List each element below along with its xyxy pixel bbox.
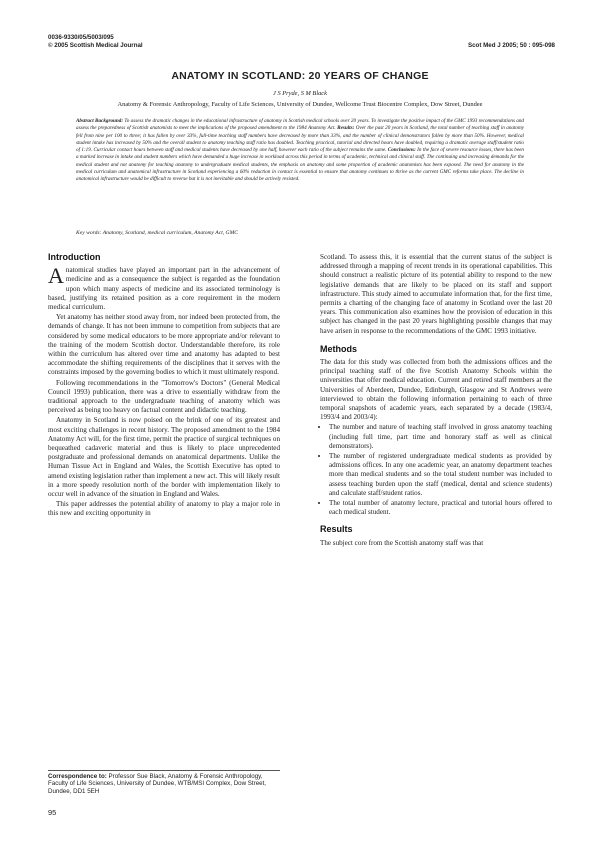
article-affiliation: Anatomy & Forensic Anthropology, Faculty of Life Sciences, University of Dundee, Wellcome Trust Biocentre Complex, Dow Street, Dundee [117, 101, 483, 108]
methods-heading: Methods [320, 343, 357, 354]
intro-continued-paragraph: Scotland. To assess this, it is essential that the current status of the subject is addressed through a mapping of recent trends in its operational capabilities. This should construct a realistic picture of its potential ability to respond to the new legislative demands that are likely to be placed on its staff and support infrastructure. This study aimed to accumulate information that, for the first time, permits a charting of the changing face of anatomy in Scotland over the last 20 years. This communication also examines how the provision of education in this subject has changed in the past 20 years highlighting possible changes that may have arisen in response to the recommendations of the GMC 1993 initiative. [320, 253, 552, 335]
right-column [320, 253, 552, 549]
journal-citation: Scot Med J 2005; 50 : 095-098 [467, 42, 555, 49]
methods-bullet-3: • The total number of anatomy lecture, practical and tutorial hours offered to each medical student. [329, 499, 552, 517]
drop-cap: A [48, 263, 64, 289]
correspondence-text: Professor Sue Black, Anatomy & Forensic Anthropology, Faculty of Life Sciences, University of Dundee, WTB/MSI Complex, Dow Street, Dundee, DD1 5EH [48, 773, 267, 795]
page-number: 95 [48, 808, 57, 817]
intro-paragraph-3: Following recommendations in the "Tomorrow's Doctors" (General Medical Council 1993) publication, there was a drive to essentially withdraw from the traditional approach to the undergraduate teaching of anatomy which was perceived as being too heavy on factual content and didactic teaching. [48, 378, 280, 415]
abstract [76, 118, 524, 184]
correspondence-note [48, 770, 280, 795]
methods-bullet-2: • The number of registered undergraduate medical students as provided by admissions offices. In any one academic year, an anatomy department teaches more than medical students and so the total student number was included to assess teaching burden upon the staff (medical, dental and science students) and calculate staff/student ratios. [329, 452, 552, 498]
intro-p1-text: natomical studies have played an important part in the advancement of medicine and as a consequence the subject is regarded as the foundation upon which many aspects of medicine and its associated terminology is based, justifying its retained position as a core requirement in the modern medical curriculum. [48, 266, 280, 312]
abstract-conclusions-label: Conclusions: [387, 147, 416, 154]
results-heading: Results [320, 524, 353, 535]
results-paragraph: The subject core from the Scottish anatomy staff was that [320, 538, 484, 547]
intro-paragraph-5: This paper addresses the potential ability of anatomy to play a major role in this new and exciting opportunity in [48, 500, 280, 518]
abstract-conclusions: In the face of severe resource losses, there has been a marked increase in intake and student numbers which have demanded a huge increase in workload across this period in terms of academic, technical and clinical staff. The continuing and increasing demands for the medical student and not anatomy for teaching anatomy to undergraduate medical students, the emphasis on anatomy and some proportion of academic anatomists has been exposed. The need for anatomy in the medical curriculum and anatomical infrastructure in Scotland experiencing a 60% reduction in contact is essential to ensure that anatomy continues to thrive as the current GMC reforms take place. The decline in anatomical infrastructure would be difficult to reverse but it is not inevitable and should be actively resisted. [76, 147, 525, 183]
article-authors: J S Pryde, S M Black [273, 90, 327, 97]
abstract-results: Over the past 20 years in Scotland, the total number of teaching staff in anatomy fell from nine per 100 to three; it has fallen by over 33%, full-time teaching staff numbers have decreased by more than 33%, and the number of clinical demonstrators fallen by more than 50%. However, medical student intake has increased by 50% and the overall student to anatomy teaching staff ratio has doubled. Teaching practical, tutorial and directed hours have doubled, requiring a dramatic average staff/student ratio of 1:19. Curricular contact hours between staff and medical students have decreased by one half, however each ratio of the subject remains the same. [76, 125, 524, 154]
abstract-results-label: Results: [337, 125, 355, 132]
keywords: Key words: Anatomy, Scotland, medical curriculum, Anatomy Act, GMC [76, 230, 238, 236]
methods-paragraph: The data for this study was collected from both the admissions offices and the principal teaching staff of the five Scottish Anatomy Schools within the universities that offer medical education. Current and retired staff members at the Universities of Aberdeen, Dundee, Edinburgh, Glasgow and St Andrews were interviewed to obtain the following information pertaining to each of three temporal snapshots of academic years, each separated by a decade (1983/4, 1993/4 and 2003/4): [320, 358, 552, 422]
introduction-heading: Introduction [48, 252, 101, 262]
left-column [48, 253, 280, 520]
article-title: ANATOMY IN SCOTLAND: 20 YEARS OF CHANGE [171, 70, 429, 82]
methods-list [320, 423, 552, 517]
abstract-background-label: Abstract Background: [76, 118, 124, 124]
intro-paragraph-1 [48, 263, 280, 312]
abstract-background: To assess the dramatic changes in the educational infrastructure of anatomy in Scottish medical schools over 20 years. To investigate the positive impact of the GMC 1993 recommendations and assess the preparedness of Scottish anatomists to meet the implications of the proposed amendment to the 1984 Anatomy Act. [76, 118, 524, 132]
journal-header-left [48, 34, 143, 50]
correspondence-label: Correspondence to: [48, 773, 107, 780]
copyright: © 2005 Scottish Medical Journal [48, 42, 143, 49]
issn: 0036-9330/05/5003/095 [48, 34, 114, 41]
intro-paragraph-4: Anatomy in Scotland is now poised on the brink of one of its greatest and most exciting challenges in recent history. The proposed amendment to the 1984 Anatomy Act will, for the first time, permit the practice of surgical techniques on bequeathed cadaveric material and thus is likely to place unprecedented postgraduate and professional demands on anatomical departments. Unlike the Human Tissue Act in England and Wales, the Scottish Executive has opted to amend existing legislation rather than implement a new act. This will likely result in a more speedy resolution north of the border with implementation likely to occur well in advance of the situation in England and Wales. [48, 416, 280, 499]
methods-bullet-1: • The number and nature of teaching staff involved in gross anatomy teaching (including full time, part time and honorary staff as well as clinical demonstrators). [329, 423, 552, 451]
intro-paragraph-2: Yet anatomy has neither stood away from, nor indeed been protected from, the demands of change. It has not been immune to competition from subjects that are considered by some medical educators to be more appropriate and/or relevant to the training of the modern Scottish doctor. Understandable therefore, its role within the curriculum has altered over time and anatomy has adapted to best accommodate the shifting requirements of the disciplines that it serves with the constraints imposed by the governing bodies to which it must ultimately respond. [48, 313, 280, 377]
